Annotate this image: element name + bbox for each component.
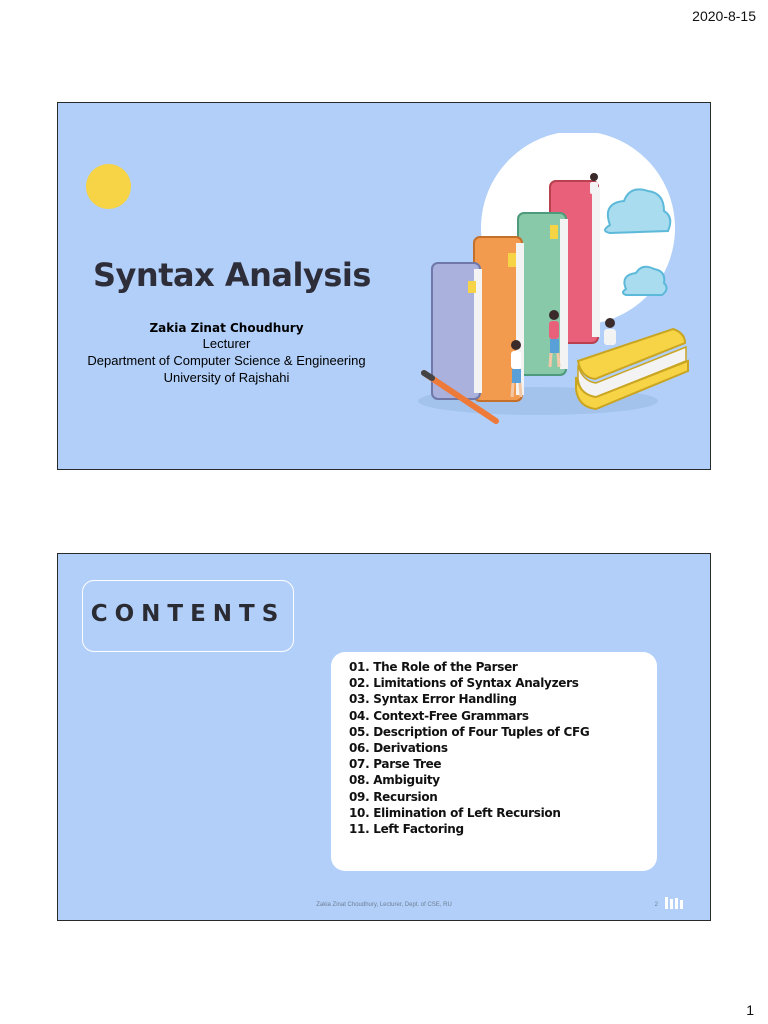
- author-block: [63, 321, 390, 386]
- toc-item: 07. Parse Tree: [349, 757, 442, 772]
- author-name: Zakia Zinat Choudhury: [149, 321, 304, 335]
- books-illustration: [388, 133, 710, 469]
- sun-decoration: [86, 164, 131, 209]
- toc-item: 05. Description of Four Tuples of CFG: [349, 724, 590, 739]
- contents-heading-box: [82, 580, 294, 652]
- toc-item: 11. Left Factoring: [349, 822, 464, 837]
- table-of-contents-card: [331, 652, 657, 871]
- table-of-contents-list: [331, 652, 657, 837]
- author-role: Lecturer: [202, 336, 251, 351]
- toc-item: 01. The Role of the Parser: [349, 660, 518, 674]
- toc-item: 04. Context-Free Grammars: [349, 708, 529, 723]
- contents-slide: [57, 553, 711, 921]
- author-university: University of Rajshahi: [163, 370, 290, 385]
- toc-item: 02. Limitations of Syntax Analyzers: [349, 676, 579, 691]
- contents-heading: CONTENTS: [90, 601, 286, 627]
- slide-number: 2: [654, 902, 658, 908]
- toc-item: 08. Ambiguity: [349, 773, 440, 788]
- toc-item: 09. Recursion: [349, 789, 438, 804]
- document-date: 2020-8-15: [692, 8, 756, 24]
- toc-item: 03. Syntax Error Handling: [349, 692, 517, 707]
- author-department: Department of Computer Science & Engineering: [87, 353, 366, 368]
- toc-item: 06. Derivations: [349, 741, 448, 756]
- toc-item: 10. Elimination of Left Recursion: [349, 805, 561, 820]
- slide-title: Syntax Analysis: [93, 256, 371, 294]
- slide-footer: Zakia Zinat Choudhury, Lecturer, Dept. of CSE, RU: [316, 902, 452, 908]
- title-slide: [57, 102, 711, 470]
- university-logo-icon: [664, 896, 684, 910]
- page-number: 1: [746, 1002, 754, 1018]
